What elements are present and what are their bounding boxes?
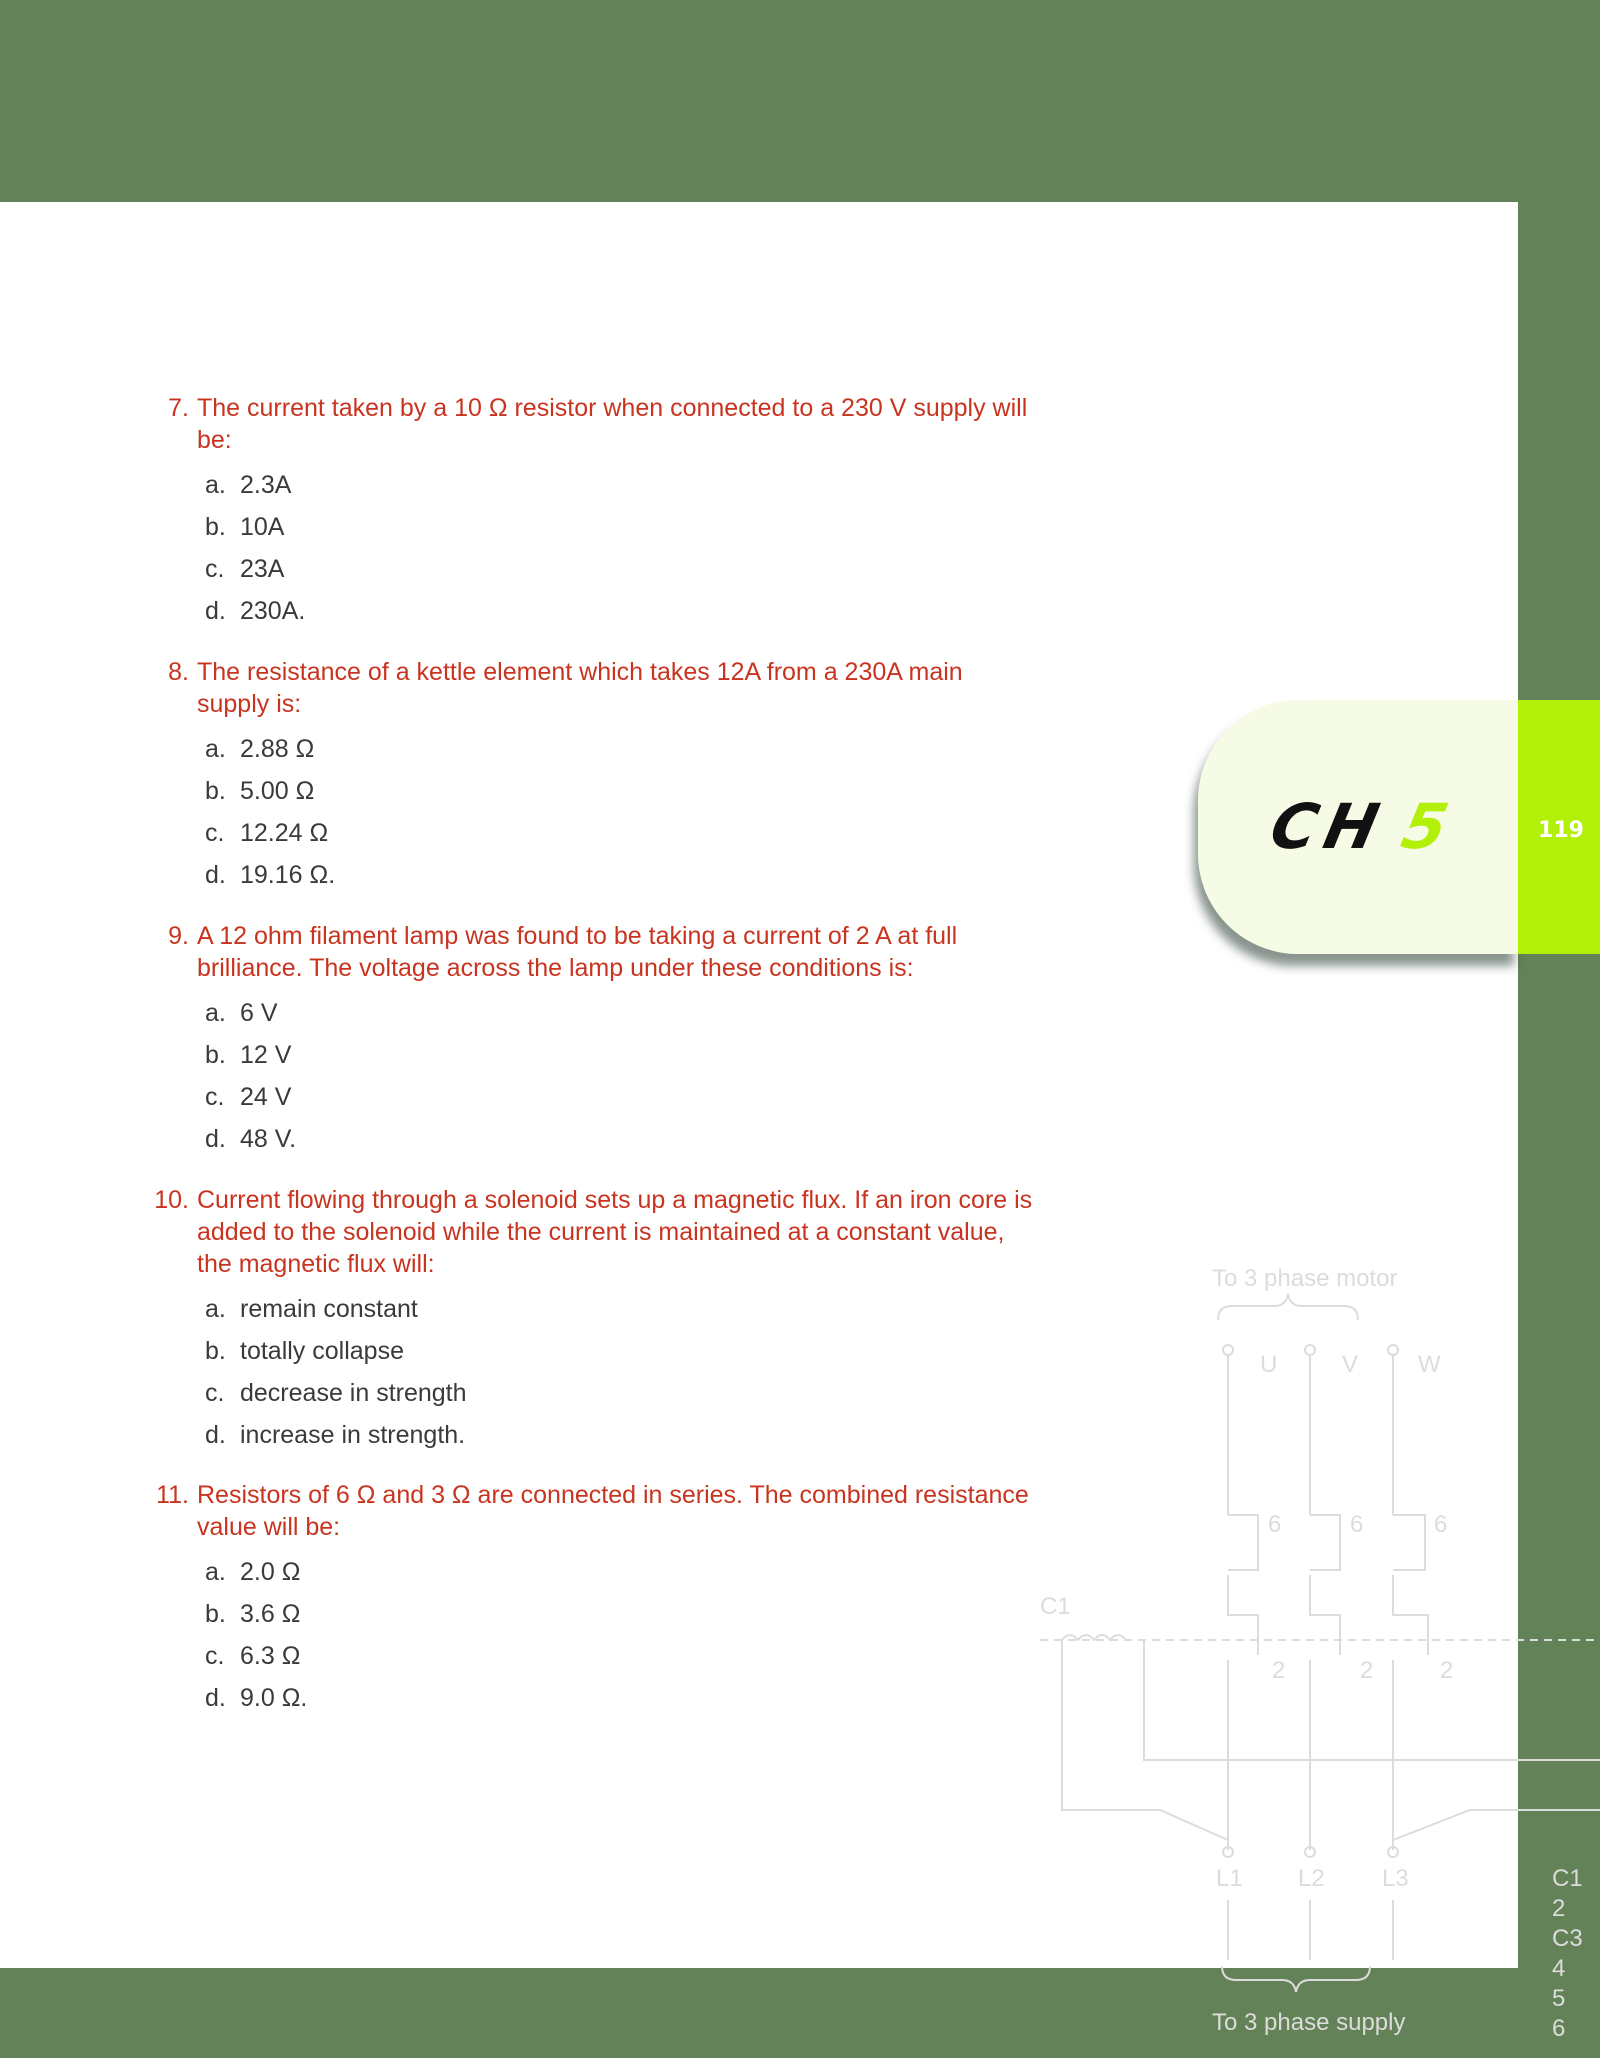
option-letter: a. <box>205 471 226 499</box>
question-7 <box>0 392 1040 632</box>
option-letter: c. <box>205 819 225 847</box>
option-d <box>0 854 1040 896</box>
question-stem <box>0 392 1040 456</box>
option-letter: b. <box>205 1041 226 1069</box>
supply-label: To 3 phase supply <box>1212 2009 1406 2036</box>
option-a <box>0 1551 1040 1593</box>
contact-label: 6 <box>1268 1511 1282 1538</box>
option-list <box>0 1551 1040 1719</box>
option-b <box>0 1330 1040 1372</box>
question-number: 11. <box>156 1481 189 1509</box>
option-text: 12 V <box>240 1041 292 1069</box>
terminal-label-u: U <box>1260 1351 1278 1378</box>
question-text: Resistors of 6 Ω and 3 Ω are connected in series. The combined resistance value will be: <box>197 1481 1029 1541</box>
chapter-label <box>1264 790 1462 863</box>
option-a <box>0 992 1040 1034</box>
side-label: C3 <box>1552 1925 1583 1952</box>
option-letter: d. <box>205 1125 226 1153</box>
motor-label: To 3 phase motor <box>1212 1265 1398 1292</box>
option-letter: b. <box>205 777 226 805</box>
option-letter: b. <box>205 513 226 541</box>
option-a <box>0 728 1040 770</box>
option-letter: c. <box>205 555 225 583</box>
terminal-label-w: W <box>1418 1351 1441 1378</box>
option-c <box>0 812 1040 854</box>
question-number: 9. <box>168 922 189 950</box>
chapter-number: 5 <box>1395 790 1463 863</box>
question-stem <box>0 1184 1040 1280</box>
option-letter: a. <box>205 1295 226 1323</box>
option-letter: a. <box>205 735 226 763</box>
option-text: 2.3A <box>240 471 292 499</box>
question-text: The current taken by a 10 Ω resistor when connected to a 230 V supply will be: <box>197 394 1028 454</box>
option-b <box>0 770 1040 812</box>
side-label: 2 <box>1552 1895 1566 1922</box>
question-10 <box>0 1184 1040 1456</box>
option-letter: d. <box>205 1421 226 1449</box>
question-9 <box>0 920 1040 1160</box>
line-label-l3: L3 <box>1382 1865 1409 1892</box>
side-label: 6 <box>1552 2015 1566 2042</box>
option-list <box>0 464 1040 632</box>
option-b <box>0 1593 1040 1635</box>
side-label: C1 <box>1552 1865 1583 1892</box>
option-letter: b. <box>205 1337 226 1365</box>
option-list <box>0 728 1040 896</box>
option-list <box>0 992 1040 1160</box>
chapter-prefix: CH <box>1264 790 1394 863</box>
option-d <box>0 1414 1040 1456</box>
question-stem <box>0 656 1040 720</box>
side-label: 5 <box>1552 1985 1566 2012</box>
question-number: 7. <box>168 394 189 422</box>
option-c <box>0 1372 1040 1414</box>
option-d <box>0 1118 1040 1160</box>
line-label-l2: L2 <box>1298 1865 1325 1892</box>
option-letter: d. <box>205 1684 226 1712</box>
option-text: 12.24 Ω <box>240 819 329 847</box>
option-text: totally collapse <box>240 1337 404 1365</box>
option-text: 5.00 Ω <box>240 777 315 805</box>
coil-label: C1 <box>1040 1593 1071 1620</box>
option-letter: c. <box>205 1379 225 1407</box>
question-number: 8. <box>168 658 189 686</box>
option-letter: d. <box>205 597 226 625</box>
option-text: 19.16 Ω. <box>240 861 336 889</box>
option-text: 23A <box>240 555 285 583</box>
question-number: 10. <box>154 1186 189 1214</box>
option-letter: c. <box>205 1642 225 1670</box>
option-d <box>0 590 1040 632</box>
option-text: 6.3 Ω <box>240 1642 301 1670</box>
page-sheet <box>0 202 1518 1968</box>
question-stem <box>0 1479 1040 1543</box>
terminal-label-v: V <box>1342 1351 1359 1378</box>
option-text: 24 V <box>240 1083 292 1111</box>
option-text: increase in strength. <box>240 1421 466 1449</box>
option-c <box>0 548 1040 590</box>
overload-label: 2 <box>1360 1657 1374 1684</box>
question-11 <box>0 1479 1040 1719</box>
option-text: 48 V. <box>240 1125 297 1153</box>
option-text: 9.0 Ω. <box>240 1684 308 1712</box>
overload-label: 2 <box>1440 1657 1454 1684</box>
question-text: A 12 ohm filament lamp was found to be taking a current of 2 A at full brilliance. The voltage across the lamp under these conditions is: <box>197 922 958 982</box>
option-list <box>0 1288 1040 1456</box>
option-text: 10A <box>240 513 285 541</box>
overload-label: 2 <box>1272 1657 1286 1684</box>
question-text: The resistance of a kettle element which takes 12A from a 230A main supply is: <box>197 658 963 718</box>
option-text: 3.6 Ω <box>240 1600 301 1628</box>
option-letter: a. <box>205 1558 226 1586</box>
option-text: 230A. <box>240 597 306 625</box>
question-stem <box>0 920 1040 984</box>
option-c <box>0 1076 1040 1118</box>
contact-label: 6 <box>1350 1511 1364 1538</box>
option-a <box>0 464 1040 506</box>
option-letter: c. <box>205 1083 225 1111</box>
option-letter: d. <box>205 861 226 889</box>
option-c <box>0 1635 1040 1677</box>
option-text: 2.88 Ω <box>240 735 315 763</box>
line-label-l1: L1 <box>1216 1865 1243 1892</box>
contact-label: 6 <box>1434 1511 1448 1538</box>
question-8 <box>0 656 1040 896</box>
supply-brace <box>1222 1966 1370 1992</box>
option-d <box>0 1677 1040 1719</box>
option-b <box>0 506 1040 548</box>
question-text: Current flowing through a solenoid sets up a magnetic flux. If an iron core is added to the solenoid while the current is maintained at a constant value, the magnetic flux will: <box>197 1186 1033 1278</box>
option-text: 6 V <box>240 999 278 1027</box>
option-b <box>0 1034 1040 1076</box>
option-letter: a. <box>205 999 226 1027</box>
option-a <box>0 1288 1040 1330</box>
option-text: remain constant <box>240 1295 418 1323</box>
option-letter: b. <box>205 1600 226 1628</box>
side-label: 4 <box>1552 1955 1566 1982</box>
option-text: decrease in strength <box>240 1379 467 1407</box>
option-text: 2.0 Ω <box>240 1558 301 1586</box>
page-number: 119 <box>1538 818 1584 843</box>
